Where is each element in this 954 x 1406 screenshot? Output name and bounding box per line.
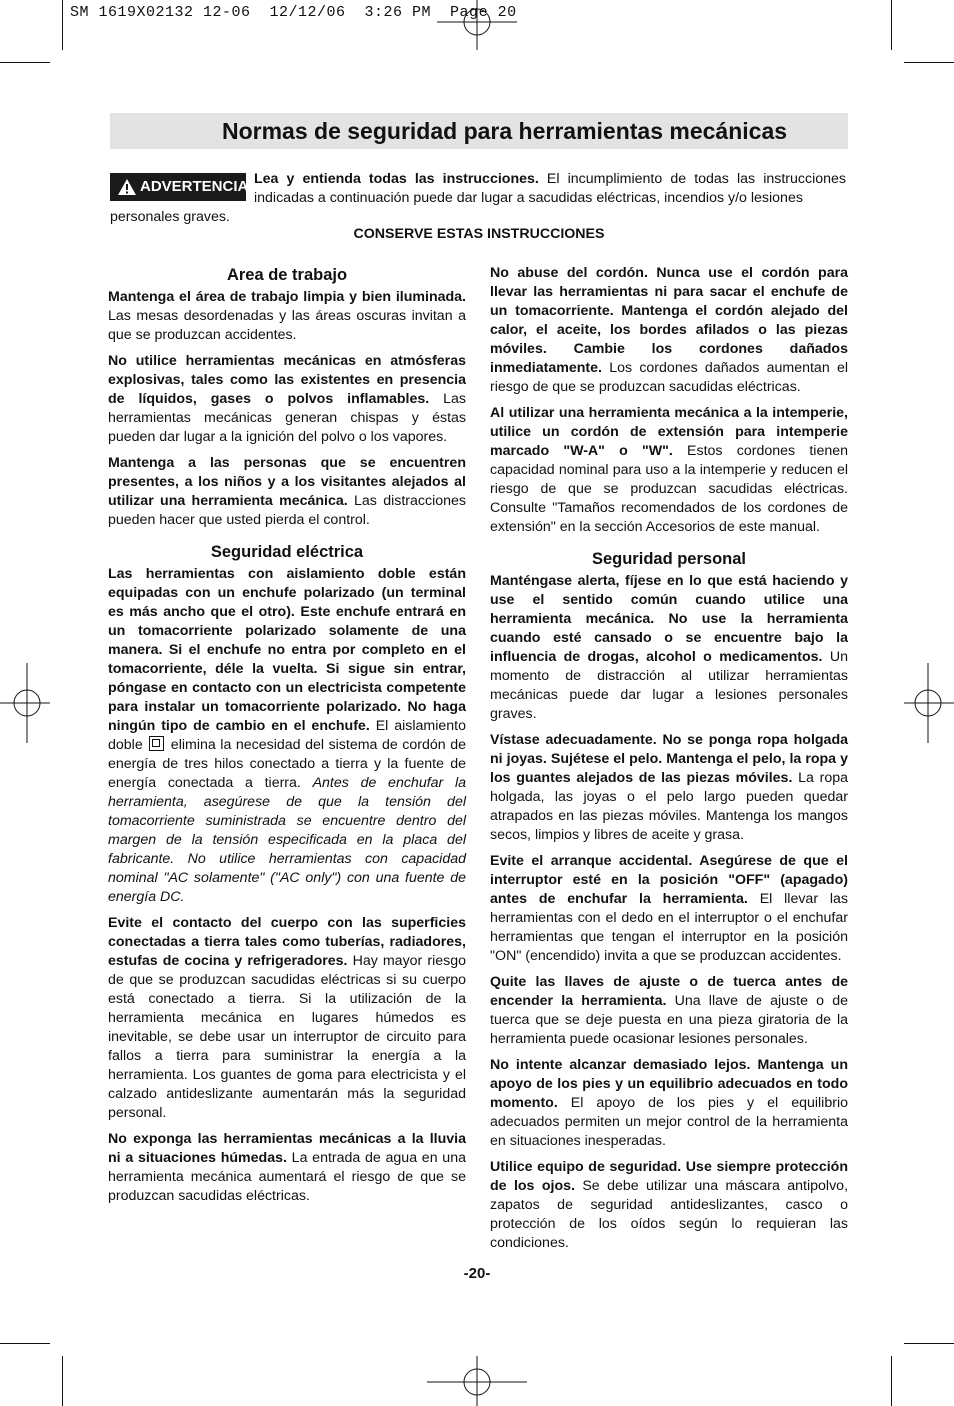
paragraph-body: El llevar las herramientas con el dedo en el interruptor o el enchufar herramientas que tengan el interruptor en la posición "ON" (encendido) invita a que se produzcan accidentes. bbox=[490, 891, 849, 964]
paragraph-body: Hay mayor riesgo de que se produzcan sacudidas eléctricas si su cuerpo está conectado a tierra. Si la utilización de la herramienta mecánica en lugares húmedos es inevitable, se debe usar un interruptor de circuito para fallos a tierra para suministrar la energía a la herramienta. Los guantes de goma para electricista y el calzado antideslizante aumentarán más la seguridad personal. bbox=[108, 953, 466, 1121]
paragraph-body: El aislamiento doble bbox=[108, 718, 467, 753]
warning-triangle-icon bbox=[118, 179, 136, 195]
heading-seguridad-electrica: Seguridad eléctrica bbox=[210, 543, 364, 561]
registration-mark-bottom bbox=[427, 1356, 527, 1406]
paragraph bbox=[490, 404, 848, 537]
paragraph bbox=[108, 1130, 466, 1206]
paragraph-lead: Al utilizar una herramienta mecánica a la intemperie, utilice un cordón de extensión para intemperie marcado "W-A" o "W". bbox=[490, 405, 848, 459]
registration-mark-left bbox=[0, 663, 50, 743]
crop-mark-top-right-h bbox=[904, 62, 954, 63]
paragraph-lead: Utilice equipo de seguridad. Use siempre protección de los ojos. bbox=[490, 1159, 848, 1194]
paragraph-body: Las herramientas mecánicas generan chispas y éstas pueden dar lugar a la ignición del polvo o los vapores. bbox=[108, 391, 466, 445]
crop-mark-bottom-left-v bbox=[62, 1356, 63, 1406]
paragraph bbox=[108, 454, 466, 530]
paragraph-body: Las distracciones pueden hacer que usted pierda el control. bbox=[108, 493, 466, 528]
heading-seguridad-personal: Seguridad personal bbox=[591, 550, 747, 568]
double-insulation-icon bbox=[149, 736, 164, 751]
paragraph-lead: Mantenga a las personas que se encuentren presentes, a los niños y a los visitantes alejados al utilizar una herramienta mecánica. bbox=[108, 455, 466, 509]
paragraph-body: Los cordones dañados aumentan el riesgo de que se produzcan sacudidas eléctricas. bbox=[490, 360, 848, 395]
paragraph-lead: Las herramientas con aislamiento doble están equipadas con un enchufe polarizado (un terminal es más ancho que el otro). Este enchufe entrará en un tomacorriente polarizado solamente de una manera. Si el enchufe no entra por completo en el tomacorriente, déle la vuelta. Si sigue sin entrar, póngase en contacto con un electricista competente para instalar un tomacorriente polarizado. No haga ningún tipo de cambio en el enchufe. bbox=[108, 566, 466, 734]
page-number: -20- bbox=[463, 1265, 491, 1282]
right-column bbox=[490, 264, 848, 1260]
warning-lead: Lea y entienda todas las instrucciones. bbox=[254, 171, 539, 187]
paragraph-body: La entrada de agua en una herramienta mecánica aumentará el riesgo de que se produzcan sacudidas eléctricas. bbox=[108, 1150, 466, 1204]
paragraph bbox=[108, 288, 466, 345]
warning-text-continued: personales graves. bbox=[110, 209, 230, 225]
print-slug: SM 1619X02132 12-06 12/12/06 3:26 PM Page 20 bbox=[70, 4, 517, 21]
paragraph-body: La ropa holgada, las joyas o el pelo largo pueden quedar atrapados en las piezas móviles. Mantenga los mangos secos, limpios y libres de aceite y grasa. bbox=[490, 770, 848, 843]
registration-mark-right bbox=[904, 663, 954, 743]
crop-mark-bottom-left-h bbox=[0, 1343, 50, 1344]
paragraph-lead: Vístase adecuadamente. No se ponga ropa holgada ni joyas. Sujétese el pelo. Mantenga el pelo, la ropa y los guantes alejados de las piezas móviles. bbox=[490, 732, 848, 786]
title-bar bbox=[110, 113, 848, 149]
crop-mark-top-left-h bbox=[0, 62, 50, 63]
crop-mark-top-left-v bbox=[62, 0, 63, 50]
paragraph-body: Un momento de distracción al utilizar herramientas mecánicas puede dar lugar a lesiones personales graves. bbox=[490, 649, 848, 722]
paragraph bbox=[108, 914, 466, 1123]
paragraph bbox=[490, 731, 848, 845]
paragraph-body: Estos cordones tienen capacidad nominal para uso a la intemperie y reducen el riesgo de que se produzcan sacudidas eléctricas. Consulte "Tamaños recomendados de los cordones de extensión" en la sección Accesorios de este manual. bbox=[490, 443, 848, 535]
warning-badge bbox=[110, 173, 249, 201]
paragraph bbox=[490, 572, 848, 724]
warning-label: ADVERTENCIA bbox=[140, 178, 249, 195]
paragraph-lead: Quite las llaves de ajuste o de tuerca antes de encender la herramienta. bbox=[490, 974, 848, 1009]
paragraph-lead: Evite el arranque accidental. Asegúrese de que el interruptor esté en la posición "OFF" (apagado) antes de enchufar la herramienta. bbox=[490, 853, 848, 907]
paragraph-lead: Manténgase alerta, fíjese en lo que está haciendo y use el sentido común cuando utilice una herramienta mecánica. No use la herramienta cuando esté cansado o se encuentre bajo la influencia de drogas, alcohol o medicamentos. bbox=[490, 573, 848, 665]
page-title: Normas de seguridad para herramientas mecánicas bbox=[222, 118, 788, 144]
paragraph-lead: No abuse del cordón. Nunca use el cordón para llevar las herramientas ni para sacar el enchufe de un tomacorriente. Mantenga el cordón alejado del calor, el aceite, los bordes afilados o las piezas móviles. Cambie los cordones dañados inmediatamente. bbox=[490, 265, 848, 376]
warning-body: El incumplimiento de todas las instrucciones indicadas a continuación puede dar lugar a sacudidas eléctricas, incendios y/o lesiones bbox=[254, 171, 846, 206]
heading-area-de-trabajo: Area de trabajo bbox=[226, 266, 348, 284]
crop-mark-bottom-right-h bbox=[904, 1343, 954, 1344]
paragraph bbox=[490, 852, 848, 966]
registration-mark-top bbox=[437, 0, 517, 50]
paragraph-lead: Mantenga el área de trabajo limpia y bien iluminada. bbox=[108, 289, 466, 305]
crop-mark-top-right-v bbox=[891, 0, 892, 50]
crop-mark-bottom-right-v bbox=[891, 1356, 892, 1406]
left-column bbox=[108, 264, 466, 1213]
paragraph-lead: Evite el contacto del cuerpo con las superficies conectadas a tierra tales como tuberías, radiadores, estufas de cocina y refrigeradores. bbox=[108, 915, 466, 969]
warning-text bbox=[254, 170, 846, 208]
paragraph bbox=[108, 352, 466, 447]
paragraph bbox=[490, 973, 848, 1049]
paragraph bbox=[490, 264, 848, 397]
paragraph-body: Se debe utilizar una máscara antipolvo, zapatos de seguridad antideslizantes, casco o protección de los oídos según lo requieran las condiciones. bbox=[490, 1178, 849, 1251]
paragraph-body: Las mesas desordenadas y las áreas oscuras invitan a que se produzcan accidentes. bbox=[108, 308, 466, 343]
paragraph-lead: No intente alcanzar demasiado lejos. Mantenga un apoyo de los pies y un equilibrio adecuados en todo momento. bbox=[490, 1057, 848, 1111]
paragraph-body: Una llave de ajuste o de tuerca que se deje puesta en una pieza giratoria de la herramienta puede ocasionar lesiones personales. bbox=[490, 993, 848, 1047]
paragraph-lead: No utilice herramientas mecánicas en atmósferas explosivas, tales como las existentes en presencia de líquidos, gases o polvos inflamables. bbox=[108, 353, 466, 407]
paragraph bbox=[490, 1056, 848, 1151]
paragraph bbox=[108, 565, 466, 907]
paragraph-lead: No exponga las herramientas mecánicas a la lluvia ni a situaciones húmedas. bbox=[108, 1131, 466, 1166]
conserve-instructions: CONSERVE ESTAS INSTRUCCIONES bbox=[353, 226, 605, 242]
paragraph-italic: Antes de enchufar la herramienta, asegúrese de que la tensión del tomacorriente suministrada se encuentre dentro del margen de la tensión especificada en la placa del fabricante. No utilice herramientas con capacidad nominal "AC solamente" ("AC only") con una fuente de energía DC. bbox=[108, 775, 467, 905]
paragraph-body: El apoyo de los pies y el equilibrio adecuados permiten un mejor control de la herramienta en situaciones inesperadas. bbox=[490, 1095, 848, 1149]
paragraph-body: elimina la necesidad del sistema de cordón de energía de tres hilos conectado a tierra y la fuente de energía conectada a tierra. bbox=[108, 737, 467, 791]
paragraph bbox=[490, 1158, 848, 1253]
